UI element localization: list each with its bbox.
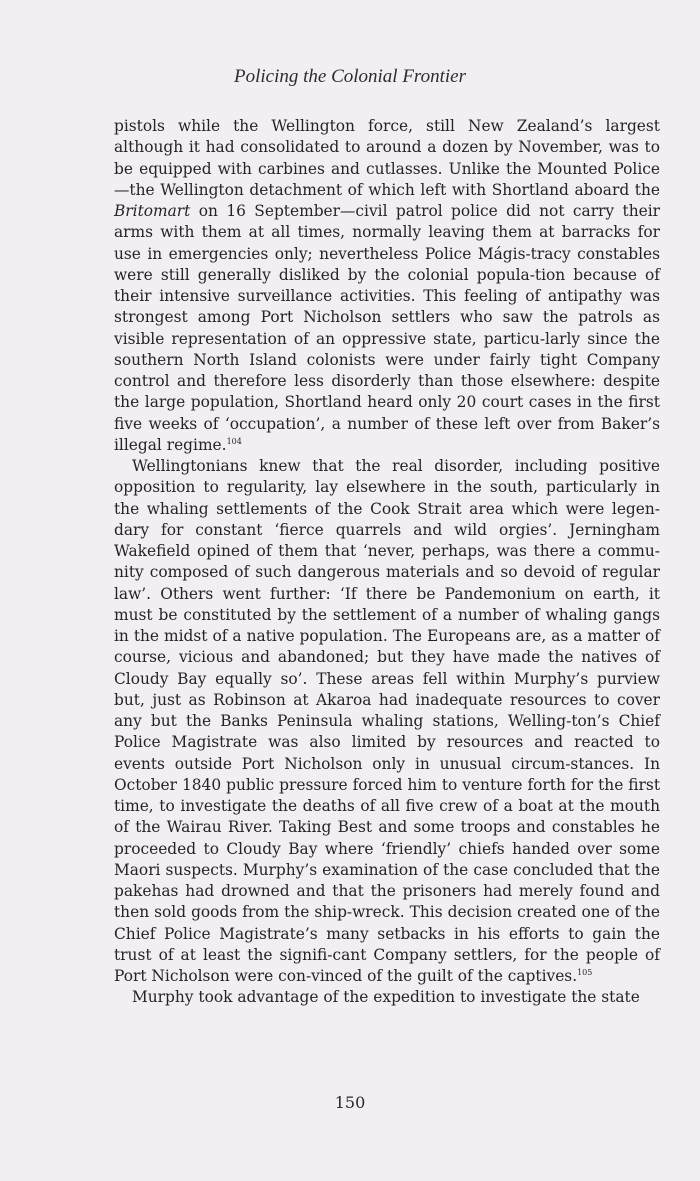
paragraph-2-text: Wellingtonians knew that the real disorder, including positive opposition to regularity, lay elsewhere in the south, particularly in the whaling settlements of the Cook Strait area which were legen-dary for constant ‘fierce quarrels and wild orgies’. Jerningham Wakefield opined of them that ‘never, perhaps, was there a commu-nity composed of such dangerous materials and so devoid of regular law’. Others went further: ‘If there be Pandemonium on earth, it must be constituted by the settlement of a number of whaling gangs in the midst of a native population. The Europeans are, as a matter of course, vicious and abandoned; but they have made the natives of Cloudy Bay equally so’. These areas fell within Murphy’s purview but, just as Robinson at Akaroa had inadequate resources to cover any but the Banks Peninsula whaling stations, Welling-ton’s Chief Police Magistrate was also limited by resources and reacted to events outside Port Nicholson only in unusual circum-stances. In October 1840 public pressure forced him to venture forth for the first time, to investigate the deaths of all five crew of a boat at the mouth of the Wairau River. Taking Best and some troops and constables he proceeded to Cloudy Bay where ‘friendly’ chiefs handed over some Maori suspects. Murphy’s examination of the case concluded that the pakehas had drowned and that the prisoners had merely found and then sold goods from the ship-wreck. This decision created one of the Chief Police Magistrate’s many setbacks in his efforts to gain the trust of at least the signifi-cant Company settlers, for the people of Port Nicholson were con-vinced of the guilt of the captives. — [114, 457, 660, 985]
paragraph-3-text: Murphy took advantage of the expedition to investigate the state — [132, 988, 640, 1007]
ship-name-britomart: Britomart — [114, 202, 191, 220]
paragraph-2 — [114, 456, 660, 987]
footnote-ref-104: 104 — [226, 436, 242, 446]
footnote-ref-105: 105 — [577, 967, 593, 977]
page-number: 150 — [334, 1093, 366, 1112]
running-header: Policing the Colonial Frontier — [233, 66, 467, 87]
paragraph-1-text-a: pistols while the Wellington force, still New Zealand’s largest although it had consolidated to around a dozen by November, was to be equipped with carbines and cutlasses. Unlike the Mounted Police—the Wellington detachment of which left with Shortland aboard the — [114, 117, 660, 199]
paragraph-1 — [114, 116, 660, 456]
paragraph-1-text-b: on 16 September—civil patrol police did not carry their arms with them at all times, normally leaving them at barracks for use in emergencies only; nevertheless Police Mágis-tracy constables were still generally disliked by the colonial popula-tion because of their intensive surveillance activities. This feeling of antipathy was strongest among Port Nicholson settlers who saw the patrols as visible representation of an oppressive state, particu-larly since the southern North Island colonists were under fairly tight Company control and therefore less disorderly than those elsewhere: despite the large population, Shortland heard only 20 court cases in the first five weeks of ‘occupation’, a number of these left over from Baker’s illegal regime. — [114, 202, 660, 454]
paragraph-3 — [114, 987, 660, 1008]
body-text — [114, 116, 660, 1009]
